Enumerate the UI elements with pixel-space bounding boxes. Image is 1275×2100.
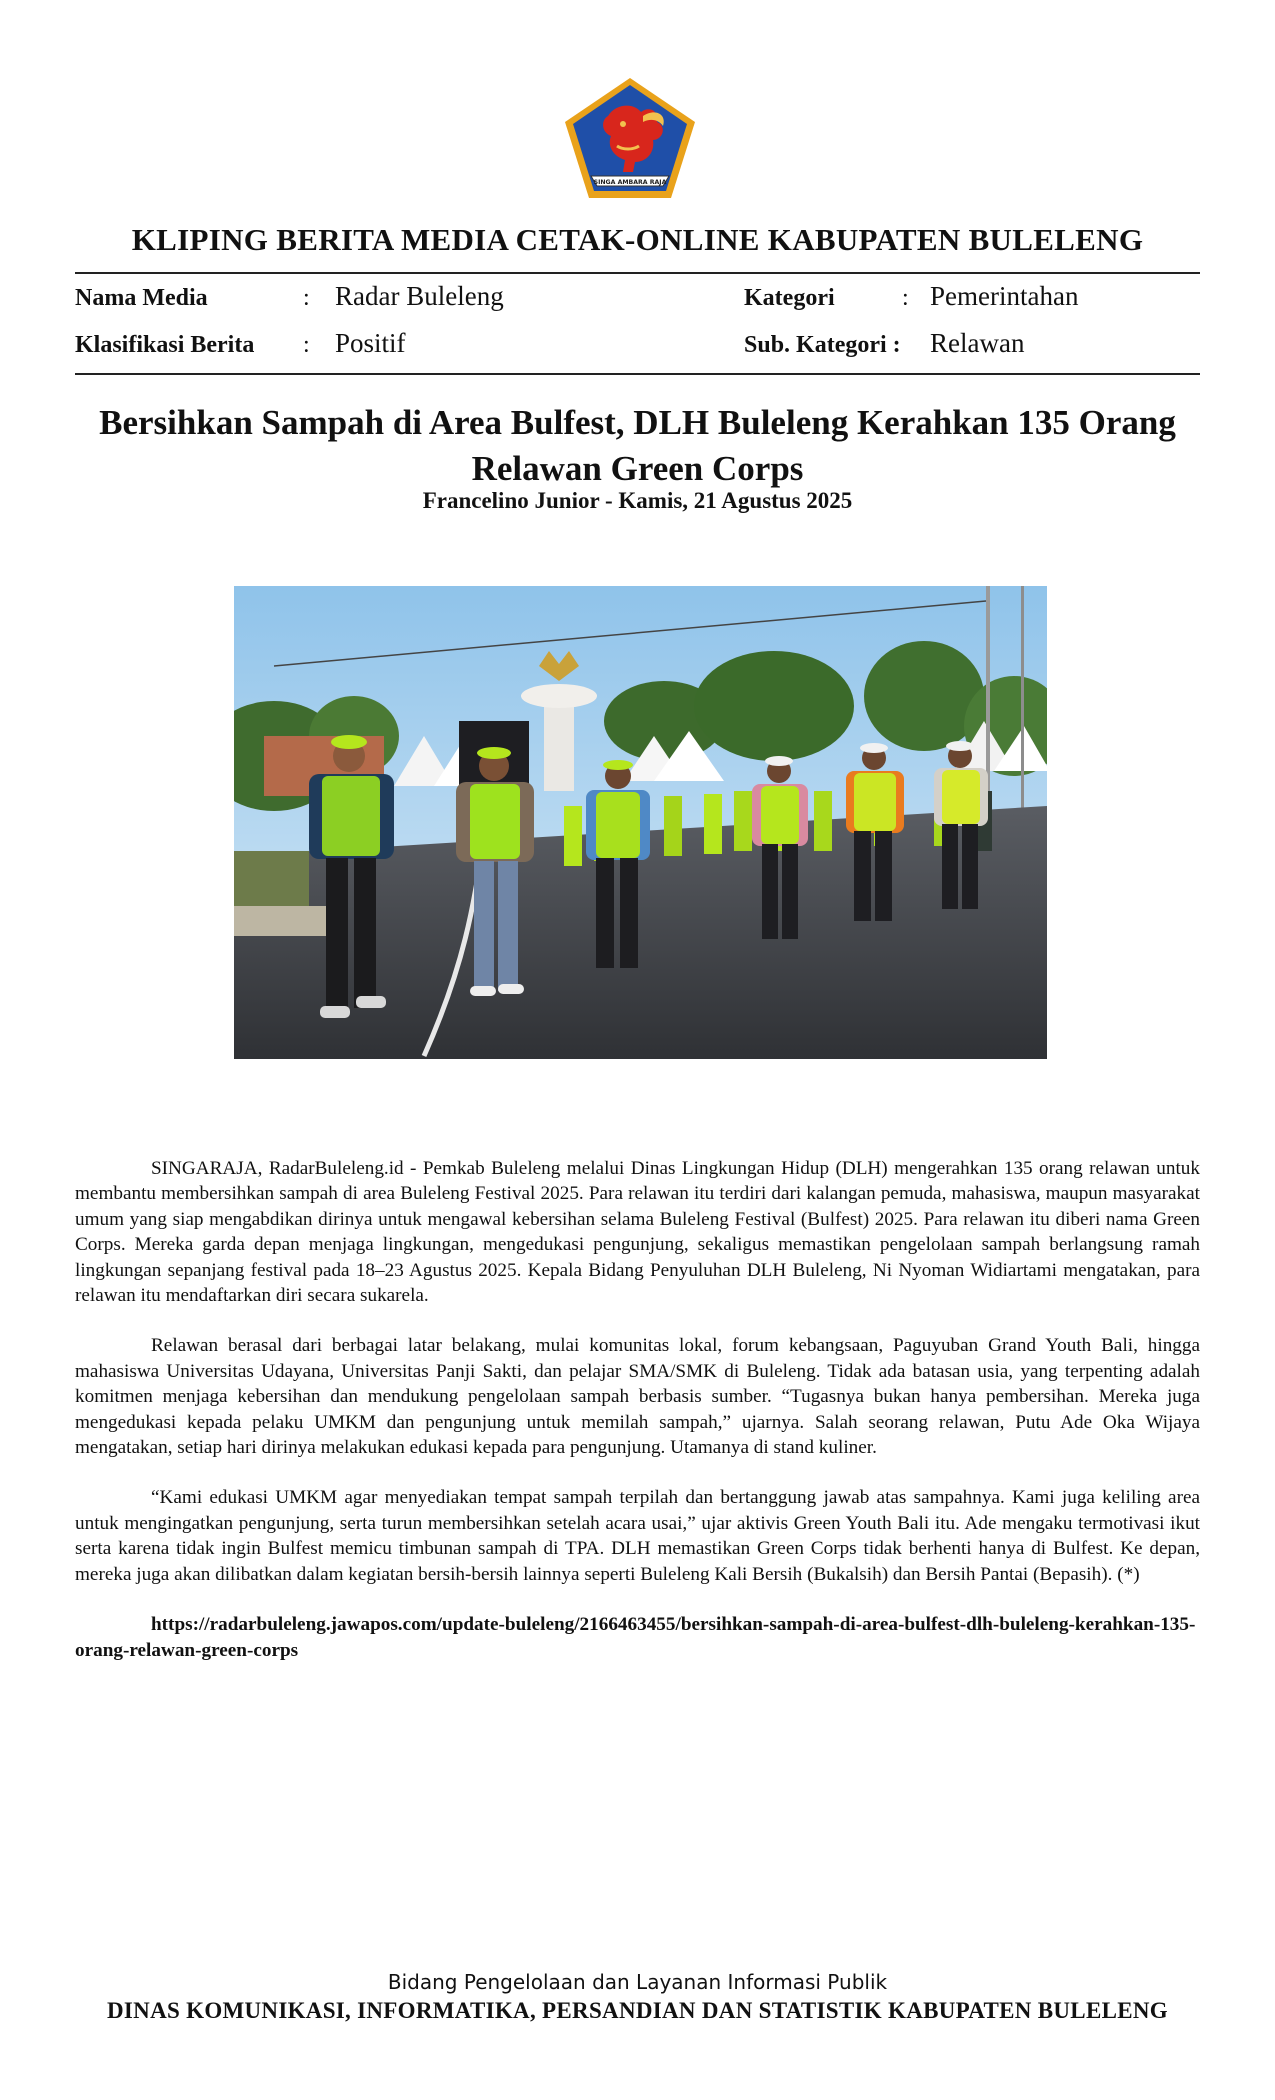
media-value: Radar Buleleng <box>335 281 504 311</box>
kategori-value: Pemerintahan <box>930 281 1079 311</box>
subkategori-value: Relawan <box>930 328 1025 358</box>
header-divider-top <box>75 272 1200 274</box>
article-paragraph: Relawan berasal dari berbagai latar belakang, mulai komunitas lokal, forum kebangsaan, Paguyuban Grand Youth Bali, hingga mahasiswa Universitas Udayana, Universitas Panji Sakti, dan pelajar SMA/SMK di Buleleng. Tidak ada batasan usia, yang terpenting adalah komitmen menjaga kebersihan dan mendukung pengelolaan sampah berbasis sumber. “Tugasnya bukan hanya pembersihan. Mereka juga mengedukasi kepada pelaku UMKM dan pengunjung untuk memilah sampah,” ujarnya. Salah seorang relawan, Putu Ade Oka Wijaya mengatakan, setiap hari dirinya melakukan edukasi kepada para pengunjung. Utamanya di stand kuliner. <box>75 1335 1200 1459</box>
footer-dinas: DINAS KOMUNIKASI, INFORMATIKA, PERSANDIAN DAN STATISTIK KABUPATEN BULELENG <box>107 1998 1168 2023</box>
article-body <box>75 1156 1200 1688</box>
singa-ambara-raja-emblem <box>563 76 697 200</box>
article-headline: Bersihkan Sampah di Area Bulfest, DLH Buleleng Kerahkan 135 Orang Relawan Green Corps <box>99 403 1176 488</box>
article-photo <box>234 586 1047 1059</box>
klasifikasi-colon: : <box>303 332 310 358</box>
subkategori-label: Sub. Kategori : <box>744 332 901 358</box>
meta-klasifikasi <box>75 330 675 360</box>
klasifikasi-label: Klasifikasi Berita <box>75 332 255 358</box>
media-colon: : <box>303 285 310 311</box>
article-byline: Francelino Junior - Kamis, 21 Agustus 2025 <box>422 488 853 513</box>
svg-text:SINGA AMBARA RAJA: SINGA AMBARA RAJA <box>593 179 667 186</box>
kabupaten-buleleng-logo <box>563 76 697 200</box>
media-label: Nama Media <box>75 285 208 311</box>
kategori-colon: : <box>902 285 909 311</box>
footer-bidang: Bidang Pengelolaan dan Layanan Informasi Publik <box>387 1970 888 1994</box>
source-url: https://radarbuleleng.jawapos.com/update-buleleng/2166463455/bersihkan-sampah-di-area-bulfest-dlh-buleleng-kerahkan-135-orang-relawan-green-corps <box>75 1614 1196 1661</box>
volunteers-photo <box>234 586 1047 1059</box>
kategori-label: Kategori <box>744 285 835 311</box>
meta-media <box>75 283 675 313</box>
meta-kategori <box>744 283 1200 313</box>
article-paragraph: “Kami edukasi UMKM agar menyediakan tempat sampah terpilah dan bertanggung jawab atas sampahnya. Kami juga keliling area untuk mengingatkan pengunjung, serta turun membersihkan setelah acara usai,” ujar aktivis Green Youth Bali itu. Ade mengaku termotivasi ikut serta karena tidak ingin Bulfest memicu timbunan sampah di TPA. DLH memastikan Green Corps tidak berhenti hanya di Bulfest. Ke depan, mereka juga akan dilibatkan dalam kegiatan bersih-bersih lainnya seperti Buleleng Kali Bersih (Bukalsih) dan Bersih Pantai (Bepasih). (*) <box>75 1487 1200 1585</box>
article-paragraph: SINGARAJA, RadarBuleleng.id - Pemkab Buleleng melalui Dinas Lingkungan Hidup (DLH) mengerahkan 135 orang relawan untuk membantu membersihkan sampah di area Buleleng Festival 2025. Para relawan itu terdiri dari kalangan pemuda, mahasiswa, maupun masyarakat umum yang siap mengabdikan dirinya untuk mengawal kebersihan selama Buleleng Festival (Bulfest) 2025. Para relawan itu diberi nama Green Corps. Mereka garda depan menjaga lingkungan, mengedukasi pengunjung, sekaligus memastikan pengelolaan sampah berlangsung ramah lingkungan sepanjang festival pada 18–23 Agustus 2025. Kepala Bidang Penyuluhan DLH Buleleng, Ni Nyoman Widiartami mengatakan, para relawan itu mendaftarkan diri secara sukarela. <box>75 1158 1200 1307</box>
kliping-title: KLIPING BERITA MEDIA CETAK-ONLINE KABUPATEN BULELENG <box>131 222 1144 257</box>
meta-subkategori <box>744 330 1200 360</box>
klasifikasi-value: Positif <box>335 328 406 358</box>
header-divider-bottom <box>75 373 1200 375</box>
